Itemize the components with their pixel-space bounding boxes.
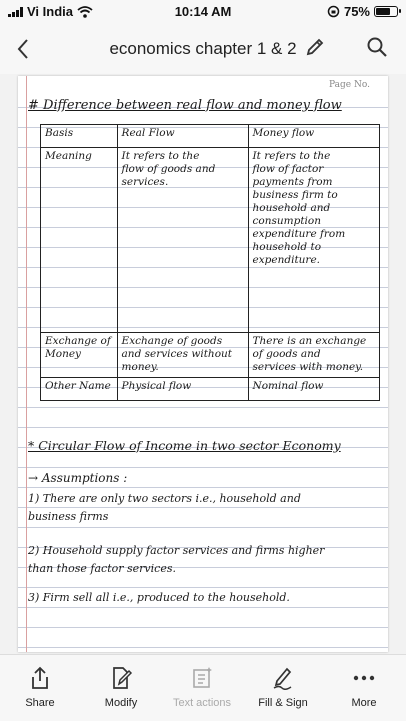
orientation-lock-icon xyxy=(327,5,340,18)
share-label: Share xyxy=(25,697,55,709)
battery-icon xyxy=(374,6,398,17)
list-item: 3) Firm sell all i.e., produced to the household. xyxy=(28,591,290,604)
modify-label: Modify xyxy=(104,697,138,709)
section-heading-2: * Circular Flow of Income in two sector Economy xyxy=(28,438,341,453)
text-actions-label: Text actions xyxy=(172,697,232,709)
pencil-icon xyxy=(304,36,326,58)
fill-sign-button[interactable] xyxy=(243,665,323,709)
table-header-row xyxy=(41,125,380,148)
more-dots-icon xyxy=(352,674,376,682)
assumptions-label: → Assumptions : xyxy=(28,471,128,485)
text-actions-icon xyxy=(190,666,214,690)
document-page[interactable] xyxy=(18,76,388,652)
carrier-name: Vi India xyxy=(27,4,73,19)
table-row xyxy=(41,148,380,333)
more-button[interactable] xyxy=(324,665,404,709)
table-cell: Physical flow xyxy=(117,378,248,401)
share-icon xyxy=(29,666,51,690)
table-header-cell: Money flow xyxy=(248,125,379,148)
document-title: economics chapter 1 & 2 xyxy=(109,39,297,58)
table-cell: Exchange of goods and services without money. xyxy=(117,333,248,378)
signature-pen-icon xyxy=(271,666,295,690)
list-item: 1) There are only two sectors i.e., household and business firms xyxy=(28,492,301,523)
table-cell: There is an exchange of goods and services with money. xyxy=(248,333,379,378)
section-heading: # Difference between real flow and money flow xyxy=(28,98,342,113)
table-header-cell: Basis xyxy=(41,125,118,148)
list-item: 2) Household supply factor services and firms higher than those factor services. xyxy=(28,544,325,575)
table-cell: It refers to the flow of goods and services. xyxy=(117,148,248,333)
battery-percent: 75% xyxy=(343,4,370,19)
status-bar xyxy=(0,0,406,24)
modify-button[interactable] xyxy=(81,665,161,709)
fill-sign-label: Fill & Sign xyxy=(258,697,308,709)
table-cell: It refers to the flow of factor payments from business firm to household and consumption expenditure from household to expenditure. xyxy=(248,148,379,333)
table-row xyxy=(41,378,380,401)
table-cell: Other Name xyxy=(41,378,118,401)
share-button[interactable] xyxy=(0,665,80,709)
table-cell: Exchange of Money xyxy=(41,333,118,378)
document-edit-icon xyxy=(109,666,133,690)
edit-button[interactable] xyxy=(304,36,330,62)
comparison-table xyxy=(40,124,380,401)
bottom-toolbar xyxy=(0,654,406,721)
text-actions-button[interactable] xyxy=(162,665,242,709)
page-margin-line xyxy=(26,76,27,652)
search-button[interactable] xyxy=(366,36,392,62)
battery-fill xyxy=(376,8,390,15)
table-cell: Nominal flow xyxy=(248,378,379,401)
status-right xyxy=(327,4,398,19)
table-row xyxy=(41,333,380,378)
search-icon xyxy=(366,36,388,58)
status-time: 10:14 AM xyxy=(174,4,232,19)
table-header-cell: Real Flow xyxy=(117,125,248,148)
page-number-label: Page No. xyxy=(329,80,370,90)
more-label: More xyxy=(351,697,377,709)
app-header xyxy=(0,24,406,74)
table-cell: Meaning xyxy=(41,148,118,333)
